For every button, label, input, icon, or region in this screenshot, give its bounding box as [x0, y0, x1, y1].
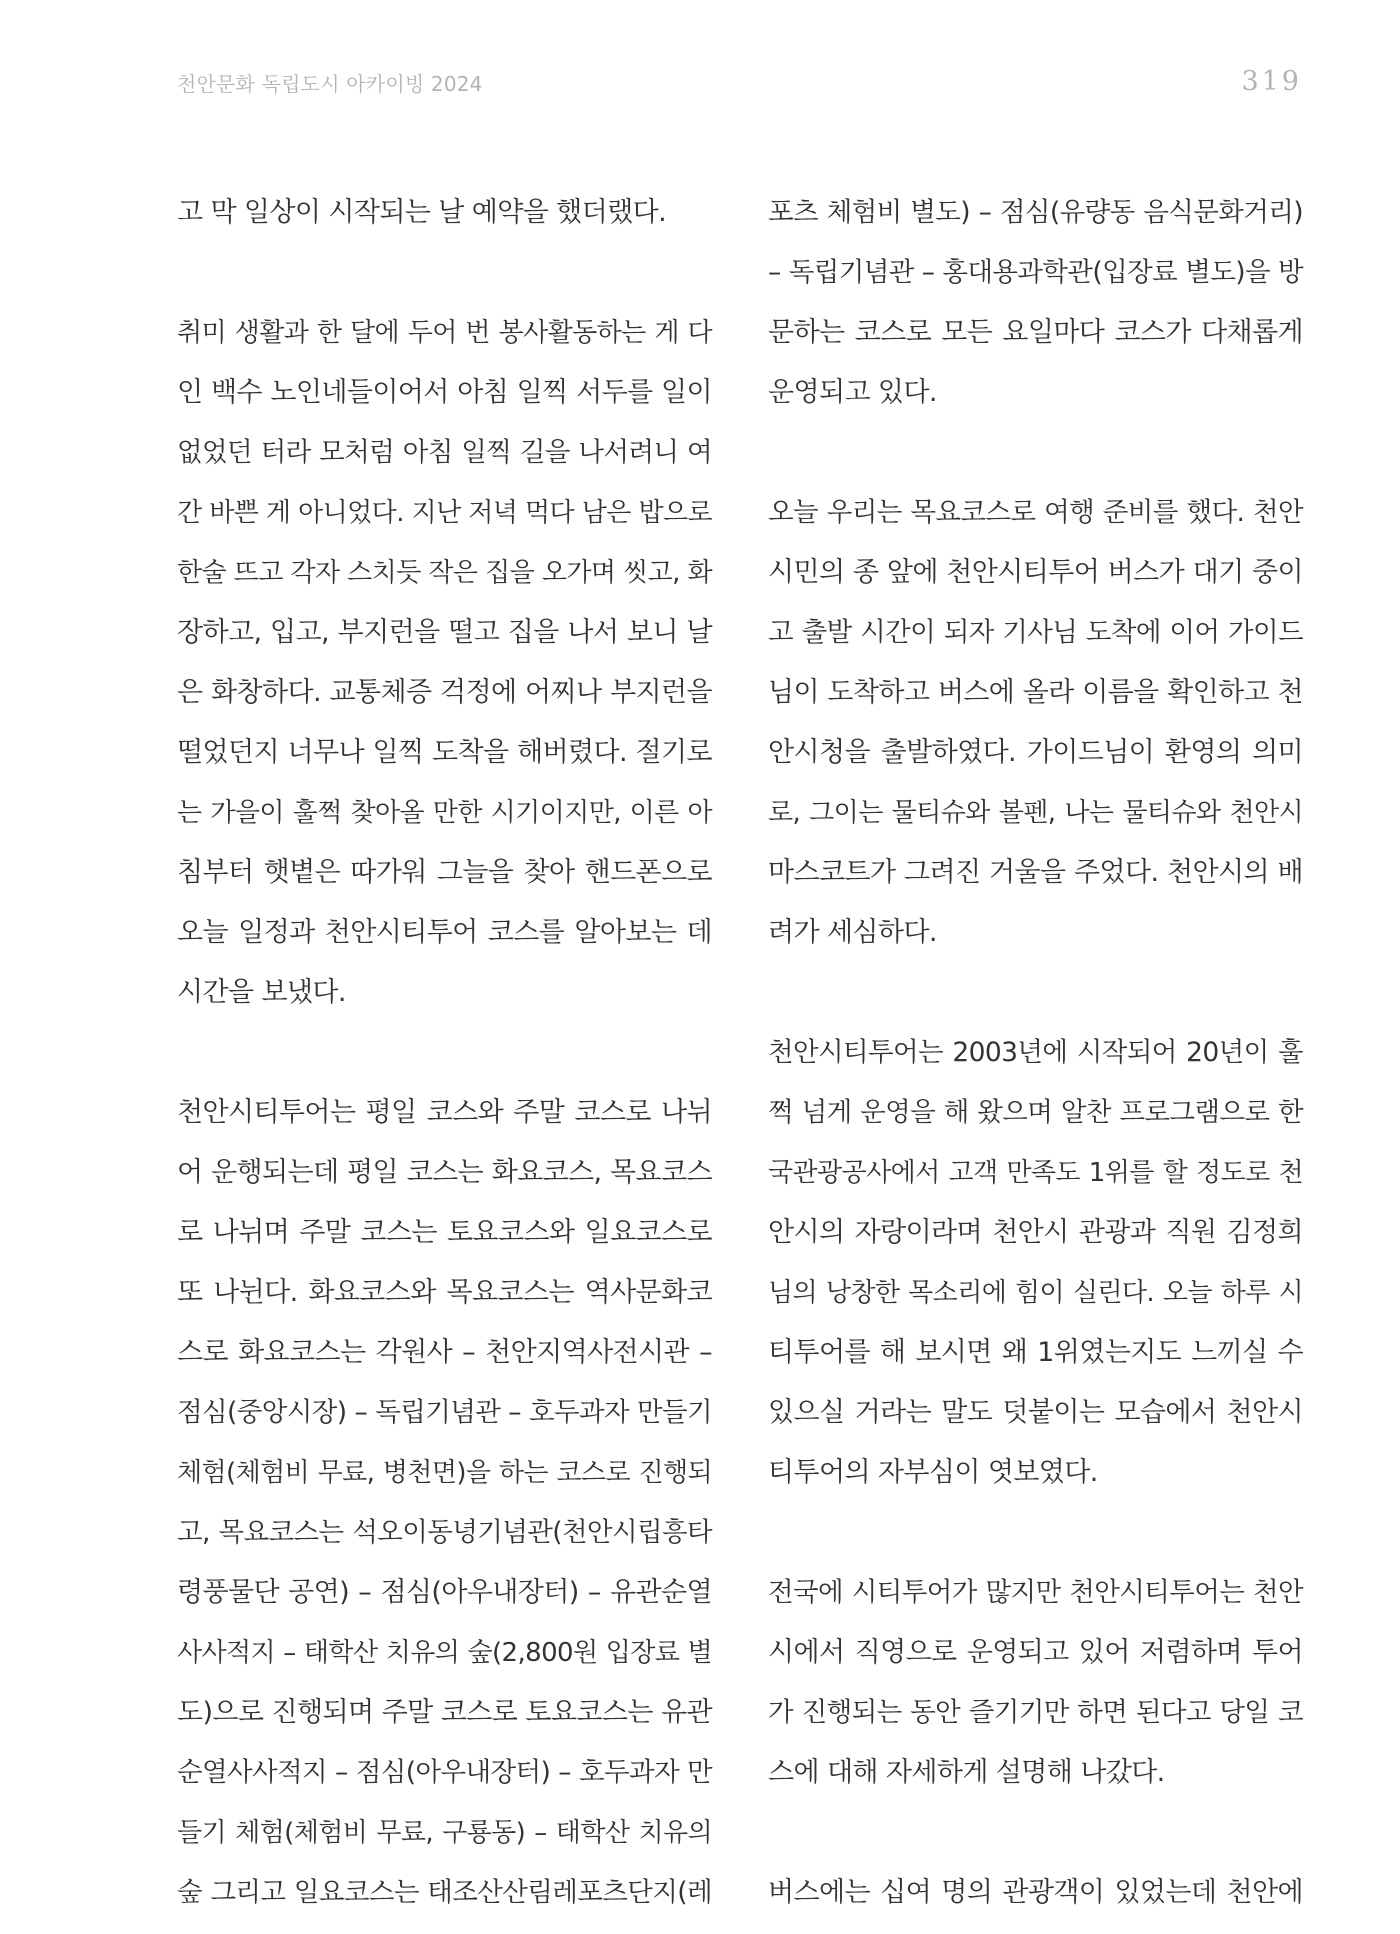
text-line: 가 진행되는 동안 즐기기만 하면 된다고 당일 코	[768, 1697, 1303, 1728]
text-line: 천안시티투어는 평일 코스와 주말 코스로 나뉘	[177, 1097, 712, 1128]
text-line: 령풍물단 공연) – 점심(아우내장터) – 유관순열	[177, 1577, 712, 1608]
text-line: 장하고, 입고, 부지런을 떨고 집을 나서 보니 날	[177, 617, 712, 648]
right-paragraph-3	[768, 1030, 1303, 1510]
text-line: 안시의 자랑이라며 천안시 관광과 직원 김정희	[768, 1217, 1303, 1248]
text-line: 티투어를 해 보시면 왜 1위였는지도 느끼실 수	[768, 1337, 1303, 1368]
right-column	[768, 190, 1303, 1930]
text-line: 고 막 일상이 시작되는 날 예약을 했더랬다.	[177, 197, 667, 228]
text-line: 포츠 체험비 별도) – 점심(유량동 음식문화거리)	[768, 197, 1303, 228]
text-line: 침부터 햇볕은 따가워 그늘을 찾아 핸드폰으로	[177, 857, 712, 888]
text-line: 마스코트가 그려진 거울을 주었다. 천안시의 배	[768, 857, 1303, 888]
text-line: 국관광공사에서 고객 만족도 1위를 할 정도로 천	[768, 1158, 1303, 1188]
text-line: 문하는 코스로 모든 요일마다 코스가 다채롭게	[768, 317, 1303, 348]
text-line: 점심(중앙시장) – 독립기념관 – 호두과자 만들기	[177, 1397, 712, 1428]
text-line: 려가 세심하다.	[768, 917, 937, 948]
text-line: 한술 뜨고 각자 스치듯 작은 집을 오가며 씻고, 화	[177, 558, 712, 588]
text-line: 인 백수 노인네들이어서 아침 일찍 서두를 일이	[177, 377, 712, 408]
left-paragraph-1	[177, 190, 712, 250]
text-line: 도)으로 진행되며 주말 코스로 토요코스는 유관	[177, 1697, 712, 1728]
text-line: 버스에는 십여 명의 관광객이 있었는데 천안에	[768, 1877, 1303, 1908]
text-line: – 독립기념관 – 홍대용과학관(입장료 별도)을 방	[768, 257, 1303, 288]
text-line: 고 출발 시간이 되자 기사님 도착에 이어 가이드	[768, 617, 1303, 648]
right-paragraph-4	[768, 1570, 1303, 1810]
text-line: 없었던 터라 모처럼 아침 일찍 길을 나서려니 여	[177, 437, 712, 468]
text-line: 은 화창하다. 교통체증 걱정에 어찌나 부지런을	[177, 677, 712, 708]
text-line: 는 가을이 훌쩍 찾아올 만한 시기이지만, 이른 아	[177, 798, 712, 828]
text-line: 있으실 거라는 말도 덧붙이는 모습에서 천안시	[768, 1397, 1303, 1428]
right-paragraph-1	[768, 190, 1303, 430]
text-line: 오늘 일정과 천안시티투어 코스를 알아보는 데	[177, 917, 712, 948]
text-line: 로, 그이는 물티슈와 볼펜, 나는 물티슈와 천안시	[768, 798, 1303, 828]
text-line: 간 바쁜 게 아니었다. 지난 저녁 먹다 남은 밥으로	[177, 498, 712, 528]
text-line: 어 운행되는데 평일 코스는 화요코스, 목요코스	[177, 1157, 712, 1188]
text-line: 천안시티투어는 2003년에 시작되어 20년이 훌	[768, 1037, 1303, 1068]
right-paragraph-5	[768, 1870, 1303, 1930]
text-line: 운영되고 있다.	[768, 377, 937, 408]
text-line: 고, 목요코스는 석오이동녕기념관(천안시립흥타	[177, 1517, 712, 1548]
text-line: 오늘 우리는 목요코스로 여행 준비를 했다. 천안	[768, 497, 1303, 528]
text-line: 숲 그리고 일요코스는 태조산산림레포츠단지(레	[177, 1877, 712, 1908]
left-paragraph-3	[177, 1090, 712, 1930]
text-line: 안시청을 출발하였다. 가이드님이 환영의 의미	[768, 737, 1303, 768]
text-line: 시에서 직영으로 운영되고 있어 저렴하며 투어	[768, 1637, 1303, 1668]
text-line: 님의 낭창한 목소리에 힘이 실린다. 오늘 하루 시	[768, 1278, 1303, 1308]
left-column	[177, 190, 712, 1930]
text-line: 스로 화요코스는 각원사 – 천안지역사전시관 –	[177, 1337, 712, 1368]
text-line: 체험(체험비 무료, 병천면)을 하는 코스로 진행되	[177, 1458, 712, 1488]
text-line: 떨었던지 너무나 일찍 도착을 해버렸다. 절기로	[177, 737, 712, 768]
text-line: 티투어의 자부심이 엿보였다.	[768, 1457, 1098, 1488]
text-line: 들기 체험(체험비 무료, 구룡동) – 태학산 치유의	[177, 1818, 712, 1848]
text-line: 시간을 보냈다.	[177, 977, 346, 1008]
text-line: 님이 도착하고 버스에 올라 이름을 확인하고 천	[768, 677, 1303, 708]
text-line: 쩍 넘게 운영을 해 왔으며 알찬 프로그램으로 한	[768, 1097, 1303, 1128]
text-line: 시민의 종 앞에 천안시티투어 버스가 대기 중이	[768, 557, 1303, 588]
text-line: 로 나뉘며 주말 코스는 토요코스와 일요코스로	[177, 1217, 712, 1248]
page-number: 319	[1241, 66, 1302, 97]
text-line: 순열사사적지 – 점심(아우내장터) – 호두과자 만	[177, 1757, 712, 1788]
text-line: 사사적지 – 태학산 치유의 숲(2,800원 입장료 별	[177, 1638, 712, 1668]
text-line: 전국에 시티투어가 많지만 천안시티투어는 천안	[768, 1577, 1303, 1608]
header-title: 천안문화 독립도시 아카이빙 2024	[177, 72, 483, 96]
text-line: 취미 생활과 한 달에 두어 번 봉사활동하는 게 다	[177, 318, 712, 348]
right-paragraph-2	[768, 490, 1303, 970]
text-line: 스에 대해 자세하게 설명해 나갔다.	[768, 1757, 1165, 1788]
left-paragraph-2	[177, 310, 712, 1030]
text-line: 또 나뉜다. 화요코스와 목요코스는 역사문화코	[177, 1277, 712, 1308]
